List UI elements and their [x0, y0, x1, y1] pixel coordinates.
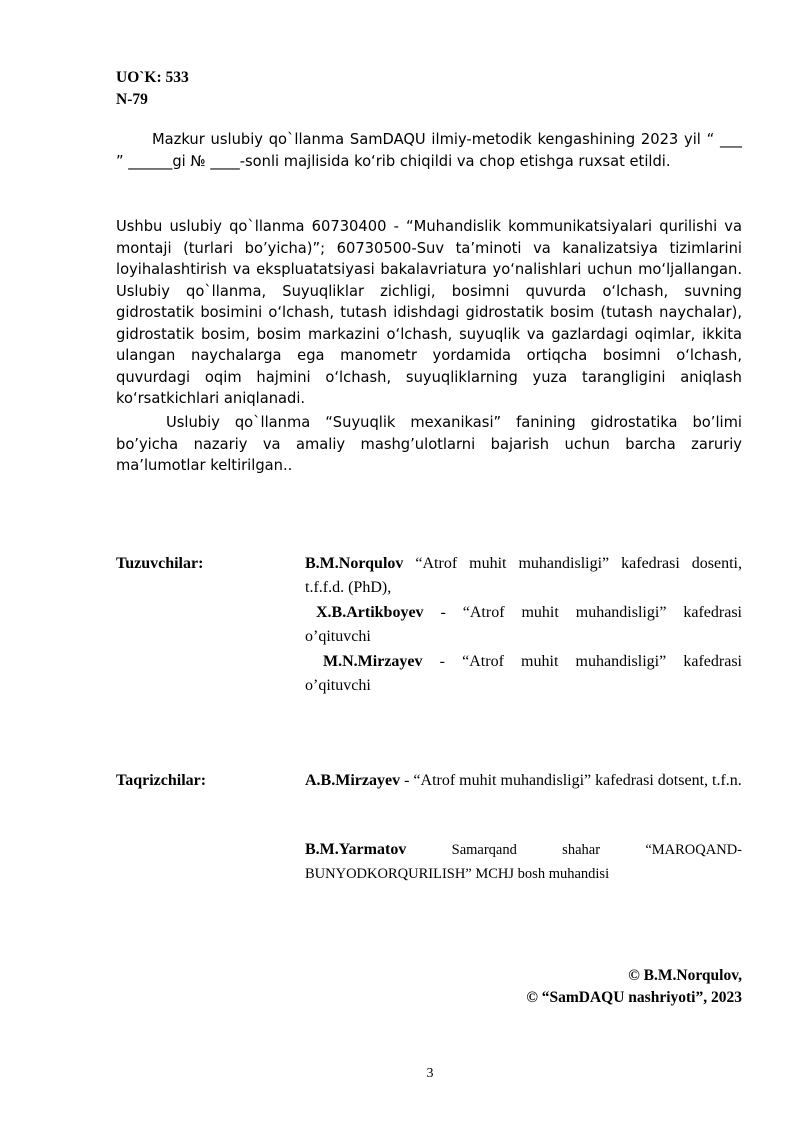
approval-paragraph: [116, 129, 742, 172]
author-entry-1: [305, 552, 742, 600]
book-code: N-79: [116, 91, 148, 108]
description-text-2: Uslubiy qo`llanma “Suyuqlik mexanikasi” fanining gidrostatika bo’limi bo’yicha nazariy va amaliy mashg’ulotlarni bajarish uchun barcha zaruriy ma’lumotlar keltirilgan..: [116, 414, 742, 474]
reviewer-affiliation: - “Atrof muhit muhandisligi” kafedrasi dotsent, t.f.n.: [400, 772, 742, 789]
author-entry-3: [305, 650, 742, 698]
author-affiliation: - “Atrof muhit muhandisligi” kafedrasi o’qituvchi: [305, 604, 742, 645]
description-paragraph-2: [116, 412, 742, 477]
author-affiliation: “Atrof muhit muhandisligi” kafedrasi dosenti, t.f.f.d. (PhD),: [305, 555, 742, 596]
copyright-block: [526, 965, 742, 1009]
reviewer-name: B.M.Yarmatov: [305, 841, 407, 858]
author-name: M.N.Mirzayev: [323, 653, 423, 670]
copyright-author: © B.M.Norqulov,: [628, 967, 742, 984]
author-name: X.B.Artikboyev: [316, 604, 424, 621]
authors-label: Tuzuvchilar:: [116, 555, 204, 572]
classification-codes: [116, 67, 189, 111]
author-entry-2: [305, 601, 742, 649]
description-paragraph: Ushbu uslubiy qo`llanma 60730400 - “Muhandislik kommunikatsiyalari qurilishi va montaji (turlari bo’yicha)”; 60730500-Suv ta’minoti va kanalizatsiya tizimlarini loyihalashtirish va ekspluatatsiyasi bakalavriatura yo‘nalishlari uchun mo‘ljallangan. Uslubiy qo`llanma, Suyuqliklar zichligi, bosimni quvurda o‘lchash, suvning gidrostatik bosimini o‘lchash, tutash idishdagi gidrostatik bosim (tutash naychalar), gidrostatik bosim, bosim markazini o‘lchash, suyuqlik va gazlardagi oqimlar, ikkita ulangan naychalarga ega manometr yordamida ortiqcha bosimni o‘lchash, quvurdagi oqim hajmini o‘lchash, suyuqliklarning yuza tarangligini aniqlash ko‘rsatkichlari aniqlanadi.: [116, 218, 742, 407]
author-name: B.M.Norqulov: [305, 555, 404, 572]
reviewers-label: Taqrizchilar:: [116, 772, 207, 789]
udk-code: UO`K: 533: [116, 69, 189, 86]
reviewer-name: A.B.Mirzayev: [305, 772, 401, 789]
copyright-publisher: © “SamDAQU nashriyoti”, 2023: [526, 989, 742, 1006]
author-affiliation: - “Atrof muhit muhandisligi” kafedrasi o’qituvchi: [305, 653, 742, 694]
reviewer-entry-1: [305, 769, 742, 793]
reviewer-affiliation: Samarqand shahar “MAROQAND-BUNYODKORQURILISH” MCHJ bosh muhandisi: [305, 842, 742, 882]
page-number: 3: [426, 1066, 434, 1081]
reviewer-entry-2: [305, 838, 742, 886]
approval-text: Mazkur uslubiy qo`llanma SamDAQU ilmiy-metodik kengashining 2023 yil “ ___ ” ______gi № ____-sonli majlisida ko‘rib chiqildi va chop etishga ruxsat etildi.: [116, 131, 742, 170]
